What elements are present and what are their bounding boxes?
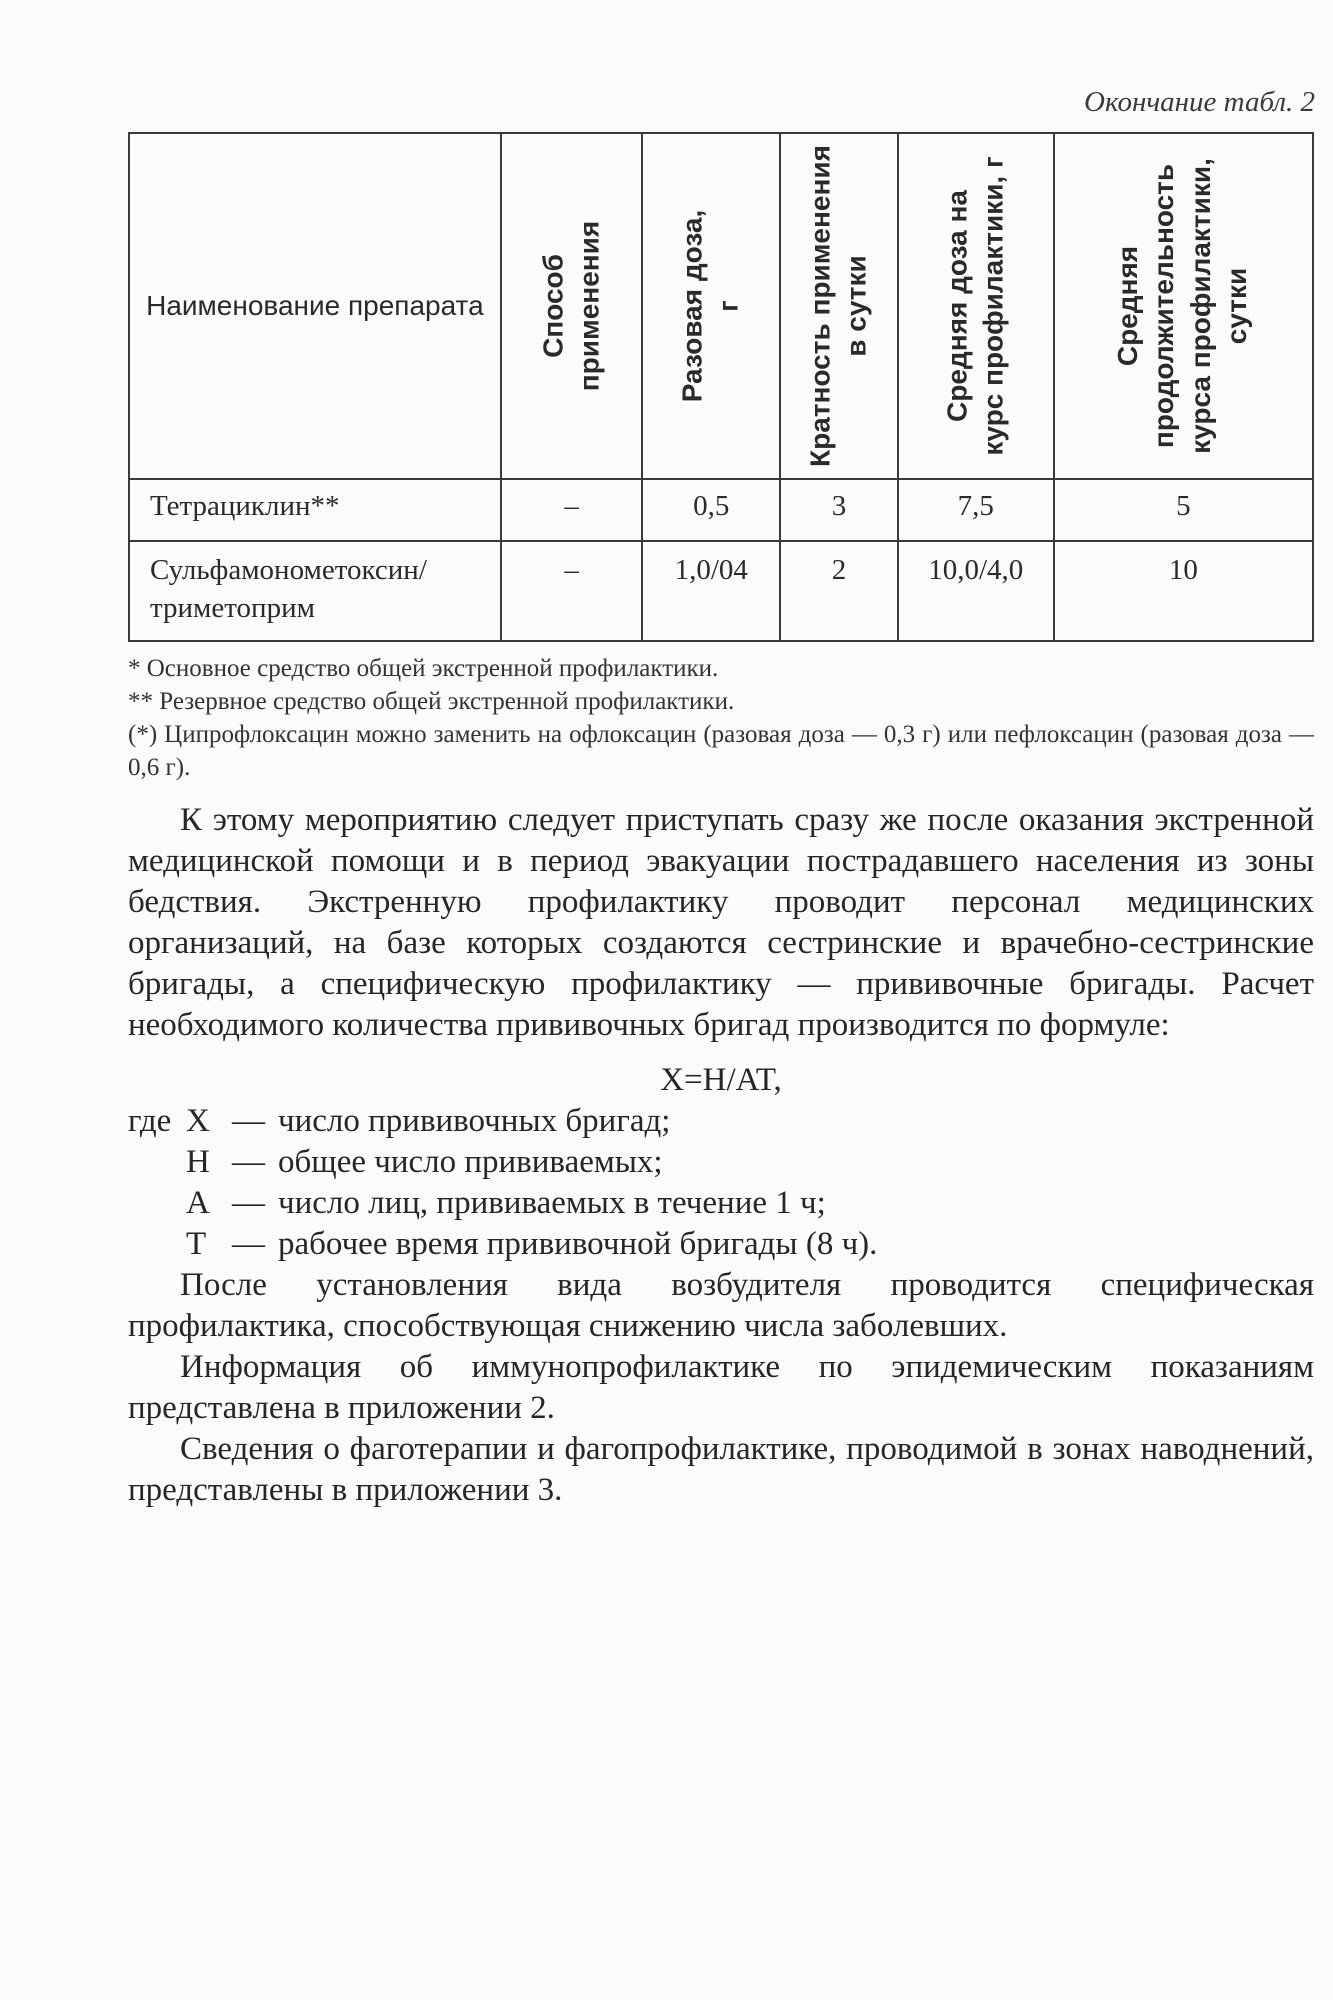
table-header-row [129,133,1313,479]
cell-course-dose: 10,0/4,0 [898,541,1054,641]
prophylaxis-table [128,132,1314,642]
definition-symbol: X [186,1103,210,1139]
paragraph: Сведения о фаготерапии и фагопрофилактике, проводимой в зонах наводнений, представлены в приложении 3. [128,1431,1314,1508]
header-course-dose: Средняя доза на курс профилактики, г [898,133,1054,479]
definition-dash: — [232,1226,265,1262]
cell-drug: Сульфамонометоксин/ триметоприм [129,541,501,641]
definition-text: число прививочных бригад; [278,1103,671,1139]
header-single-dose: Разовая доза, г [642,133,780,479]
definition-row [128,1183,1314,1224]
table-row [129,541,1313,641]
paragraph: К этому мероприятию следует приступать сразу же после оказания экстренной медицинской помощи и в период эвакуации пострадавшего населения из зоны бедствия. Экстренную профилактику проводит персонал медицинских организаций, на базе которых создаются сестринские и врачебно-сестринские бригады, а специфическую профилактику — прививочные бригады. Расчет необходимого количества прививочных бригад производится по формуле: [128,802,1314,1043]
cell-frequency: 2 [780,541,898,641]
definition-dash: — [232,1144,265,1180]
definition-text: общее число прививаемых; [278,1144,663,1180]
cell-course-dose: 7,5 [898,479,1054,541]
cell-course-duration: 5 [1054,479,1313,541]
footnote: ** Резервное средство общей экстренной профилактики. [128,688,735,715]
definition-text: рабочее время прививочной бригады (8 ч). [278,1226,878,1262]
definition-symbol: А [186,1185,210,1221]
cell-frequency: 3 [780,479,898,541]
definition-dash: — [232,1103,265,1139]
header-frequency: Кратность применения в сутки [780,133,898,479]
body-text [128,800,1314,1511]
definition-symbol: Т [186,1226,207,1262]
header-course-duration: Средняя продолжительность курса профилактики, сутки [1054,133,1313,479]
where-word: где [128,1103,172,1139]
header-method: Способ применения [501,133,643,479]
formula: X=H/AT, [660,1062,782,1098]
formula-definitions [128,1101,1314,1265]
definition-text: число лиц, прививаемых в течение 1 ч; [278,1185,826,1221]
cell-course-duration: 10 [1054,541,1313,641]
cell-method: – [501,541,643,641]
table-footnotes [128,652,1314,784]
paragraph: Информация об иммунопрофилактике по эпидемическим показаниям представлена в приложении 2. [128,1349,1314,1426]
definition-row [128,1101,1314,1142]
definition-row [128,1142,1314,1183]
cell-single-dose: 1,0/04 [642,541,780,641]
definition-symbol: Н [186,1144,210,1180]
cell-method: – [501,479,643,541]
footnote: (*) Ципрофлоксацин можно заменить на офлоксацин (разовая доза — 0,3 г) или пефлоксацин (разовая доза — 0,6 г). [128,721,1314,781]
header-drug-name: Наименование препарата [129,133,501,479]
table-caption: Окончание табл. 2 [1084,86,1315,118]
definition-row [128,1224,1314,1265]
table-row [129,479,1313,541]
cell-single-dose: 0,5 [642,479,780,541]
footnote: * Основное средство общей экстренной профилактики. [128,655,719,682]
definition-dash: — [232,1185,265,1221]
cell-drug: Тетрациклин** [129,479,501,541]
paragraph: После установления вида возбудителя проводится специфическая профилактика, способствующая снижению числа заболевших. [128,1267,1314,1344]
